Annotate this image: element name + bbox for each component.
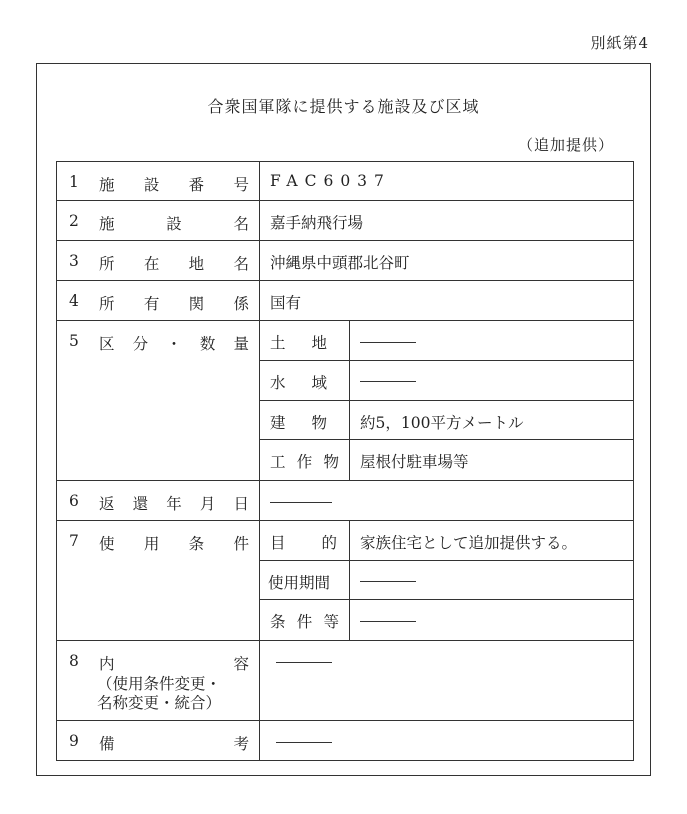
sub-row-purpose [260,521,633,561]
document-title: 合衆国軍隊に提供する施設及び区域 [207,97,480,116]
usage-subtable [260,521,633,640]
remarks-value [260,721,633,760]
dash-mark [360,342,416,343]
row-contents [56,641,634,721]
sub-label: 使 用 期 間 [260,561,350,600]
row-ownership [56,281,634,321]
label-text: 施 設 番 号 [99,176,249,194]
row-label [57,162,260,200]
sub-row-land [260,321,633,361]
row-number: 8 [69,652,79,670]
contents-note: （使用条件変更・ 名称変更・統合） [96,675,221,712]
sub-value [350,321,633,360]
label-text: 返 還 年 月 日 [99,495,249,513]
row-label [57,481,260,520]
facility-number-value: FAC6037 [270,172,391,190]
document-frame [36,63,651,776]
dash-mark [270,502,332,503]
sub-value: 約5，100平方メートル [360,413,524,432]
sub-label: 条 件 等 [260,600,350,640]
document-subtitle: （追加提供） [517,136,614,154]
dash-mark [360,581,416,582]
sub-label: 工 作 物 [260,440,350,480]
sub-value [350,600,633,640]
row-label [57,281,260,320]
row-label [57,321,260,480]
sub-row-conditions [260,600,633,640]
row-location [56,241,634,281]
label-text: 所 有 関 係 [99,295,249,313]
row-category-quantity [56,321,634,481]
label-top [69,652,259,674]
facility-table [56,161,634,761]
sub-row-structure [260,440,633,480]
sub-row-building [260,401,633,441]
label-text: 使 用 条 件 [99,535,249,553]
row-number: 9 [69,732,79,750]
row-number: 2 [69,212,79,230]
label-text: 所 在 地 名 [99,255,249,273]
label-text: 区 分 ・ 数 量 [99,335,249,353]
row-number: 6 [69,492,79,510]
row-label [57,241,260,280]
row-label [57,201,260,240]
row-facility-name [56,201,634,241]
row-remarks [56,721,634,761]
sub-value: 家族住宅として追加提供する。 [360,534,578,552]
dash-mark [276,662,332,663]
row-facility-number [56,161,634,201]
row-usage-conditions [56,521,634,641]
sub-label: 目 的 [260,521,350,560]
contents-value [260,641,633,720]
sub-label: 水 域 [260,361,350,400]
return-date-value [260,481,633,520]
row-number: 7 [69,532,79,550]
row-label [57,521,260,640]
location-value: 沖縄県中頭郡北谷町 [270,254,410,272]
label-text: 備 考 [99,735,249,753]
annex-label: 別紙第4 [590,34,649,52]
row-number: 4 [69,292,79,310]
facility-name-value: 嘉手納飛行場 [270,214,364,232]
sub-label: 土 地 [260,321,350,360]
row-number: 1 [69,173,79,191]
sub-value: 屋根付駐車場等 [360,453,469,472]
dash-mark [360,621,416,622]
row-label [57,721,260,760]
sub-value [350,361,633,400]
sub-label: 建 物 [260,401,350,440]
label-text: 施 設 名 [99,215,249,233]
category-subtable [260,321,633,480]
row-number: 5 [69,332,79,350]
sub-row-period [260,561,633,601]
label-text: 内 容 [99,655,249,673]
dash-mark [276,742,332,743]
row-number: 3 [69,252,79,270]
row-return-date [56,481,634,521]
sub-value [350,561,633,600]
sub-row-water [260,361,633,401]
dash-mark [360,381,416,382]
row-label [57,641,260,720]
ownership-value: 国有 [270,294,302,312]
